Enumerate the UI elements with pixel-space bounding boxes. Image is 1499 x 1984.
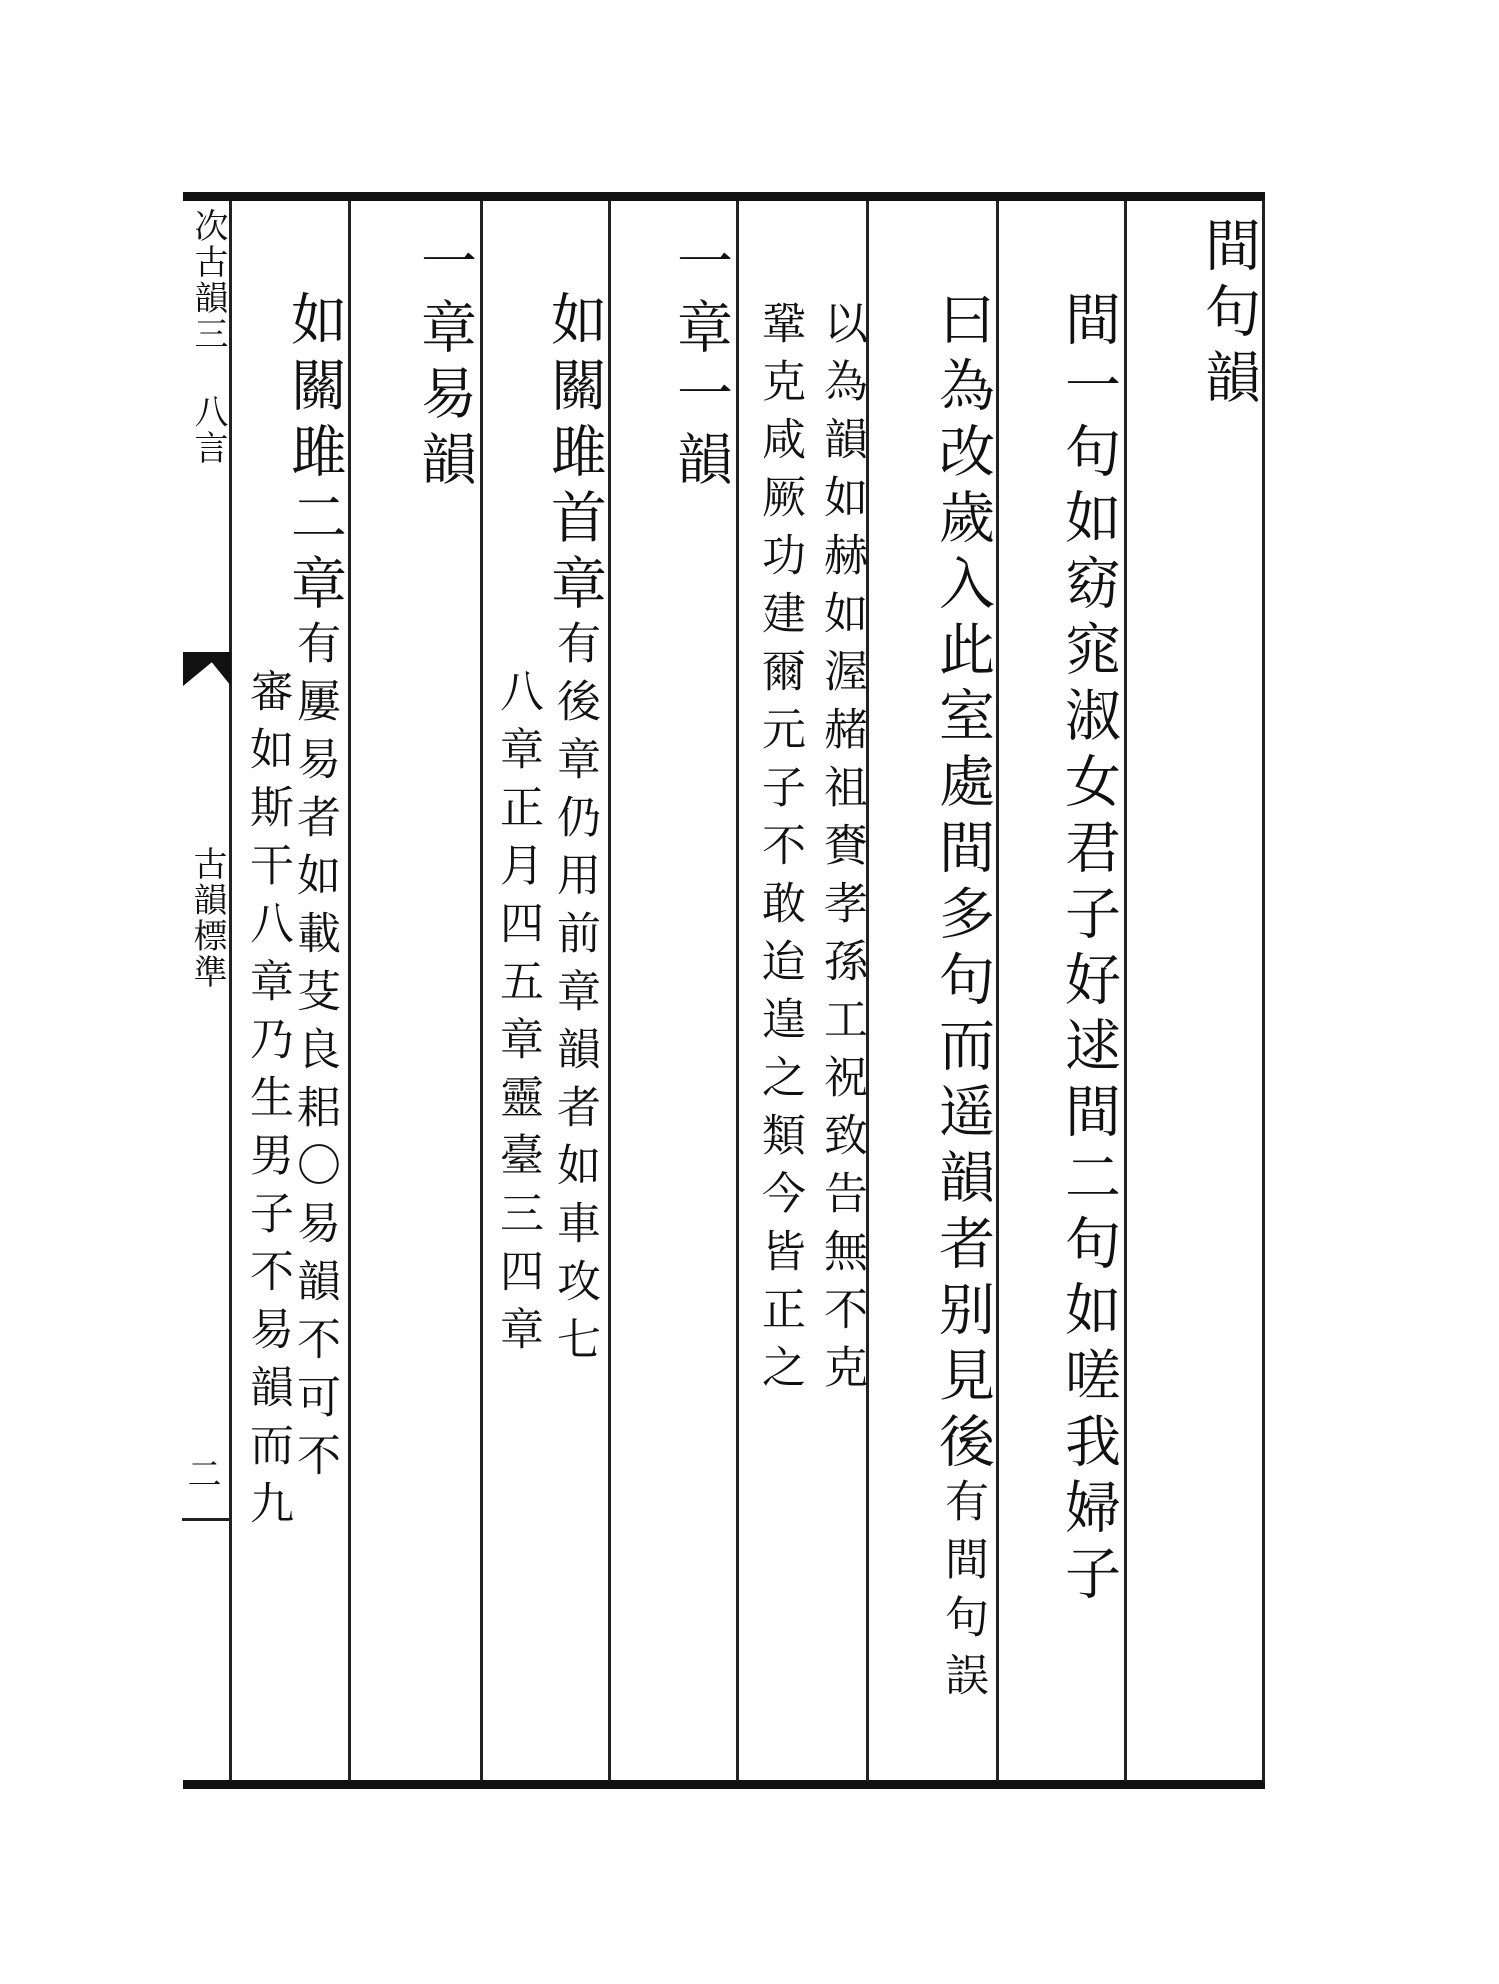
main-text: 間一句如窈窕淑女君子好逑間二句如嗟我婦子 [1056,290,1121,1610]
column-rule [348,201,351,1781]
text-column-1 [1136,216,1260,1776]
main-text: 如關雎二章 [282,290,347,620]
text-column-7 [544,290,606,1776]
annotation-text: 有間句誤 [937,1478,988,1710]
annotation-text: 審如斯干八章乃生男子不易韻而九 [242,668,293,1538]
main-text: 如關雎首章 [542,290,607,620]
column-rule [480,201,483,1781]
heading-text: 一章一韻 [668,232,733,496]
margin-cropped-text: 次古韻三 八言 [188,208,228,466]
margin-book-title: 古韻標準 [187,846,227,990]
annotation-text: 有屢易者如載芟良耜〇易韻不可不 [289,620,340,1490]
text-column-3 [870,290,994,1776]
text-column-10 [282,290,347,1776]
annotation-text: 八章正月四五章靈臺三四章 [492,668,543,1364]
heading-text: 一章易韻 [412,232,477,496]
text-column-11 [236,668,293,1776]
main-text: 曰為改歲入此室處間多句而遥韻者别見後 [930,290,995,1478]
text-column-9 [356,232,476,1772]
column-rule [1262,201,1265,1781]
annotation-text: 以為韻如赫如渥赭祖賚孝孫工祝致告無不克 [816,300,867,1402]
column-rule [996,201,999,1781]
text-column-8 [488,668,543,1768]
annotation-text: 有後章仍用前章韻者如車攻七 [549,620,600,1374]
margin-leaf-number: 二 [181,1456,221,1490]
column-rule [736,201,739,1781]
text-column-2 [1004,290,1120,1776]
text-column-5 [744,300,805,1776]
column-rule [608,201,611,1781]
text-column-6 [616,232,732,1772]
column-rule [229,201,232,1781]
heading-text: 間句韻 [1196,216,1261,414]
text-column-4 [806,300,867,1776]
annotation-text: 鞏克咸厥功建爾元子不敢迨遑之類今皆正之 [754,300,805,1402]
column-rule [1124,201,1127,1781]
margin-dash [182,1518,230,1521]
